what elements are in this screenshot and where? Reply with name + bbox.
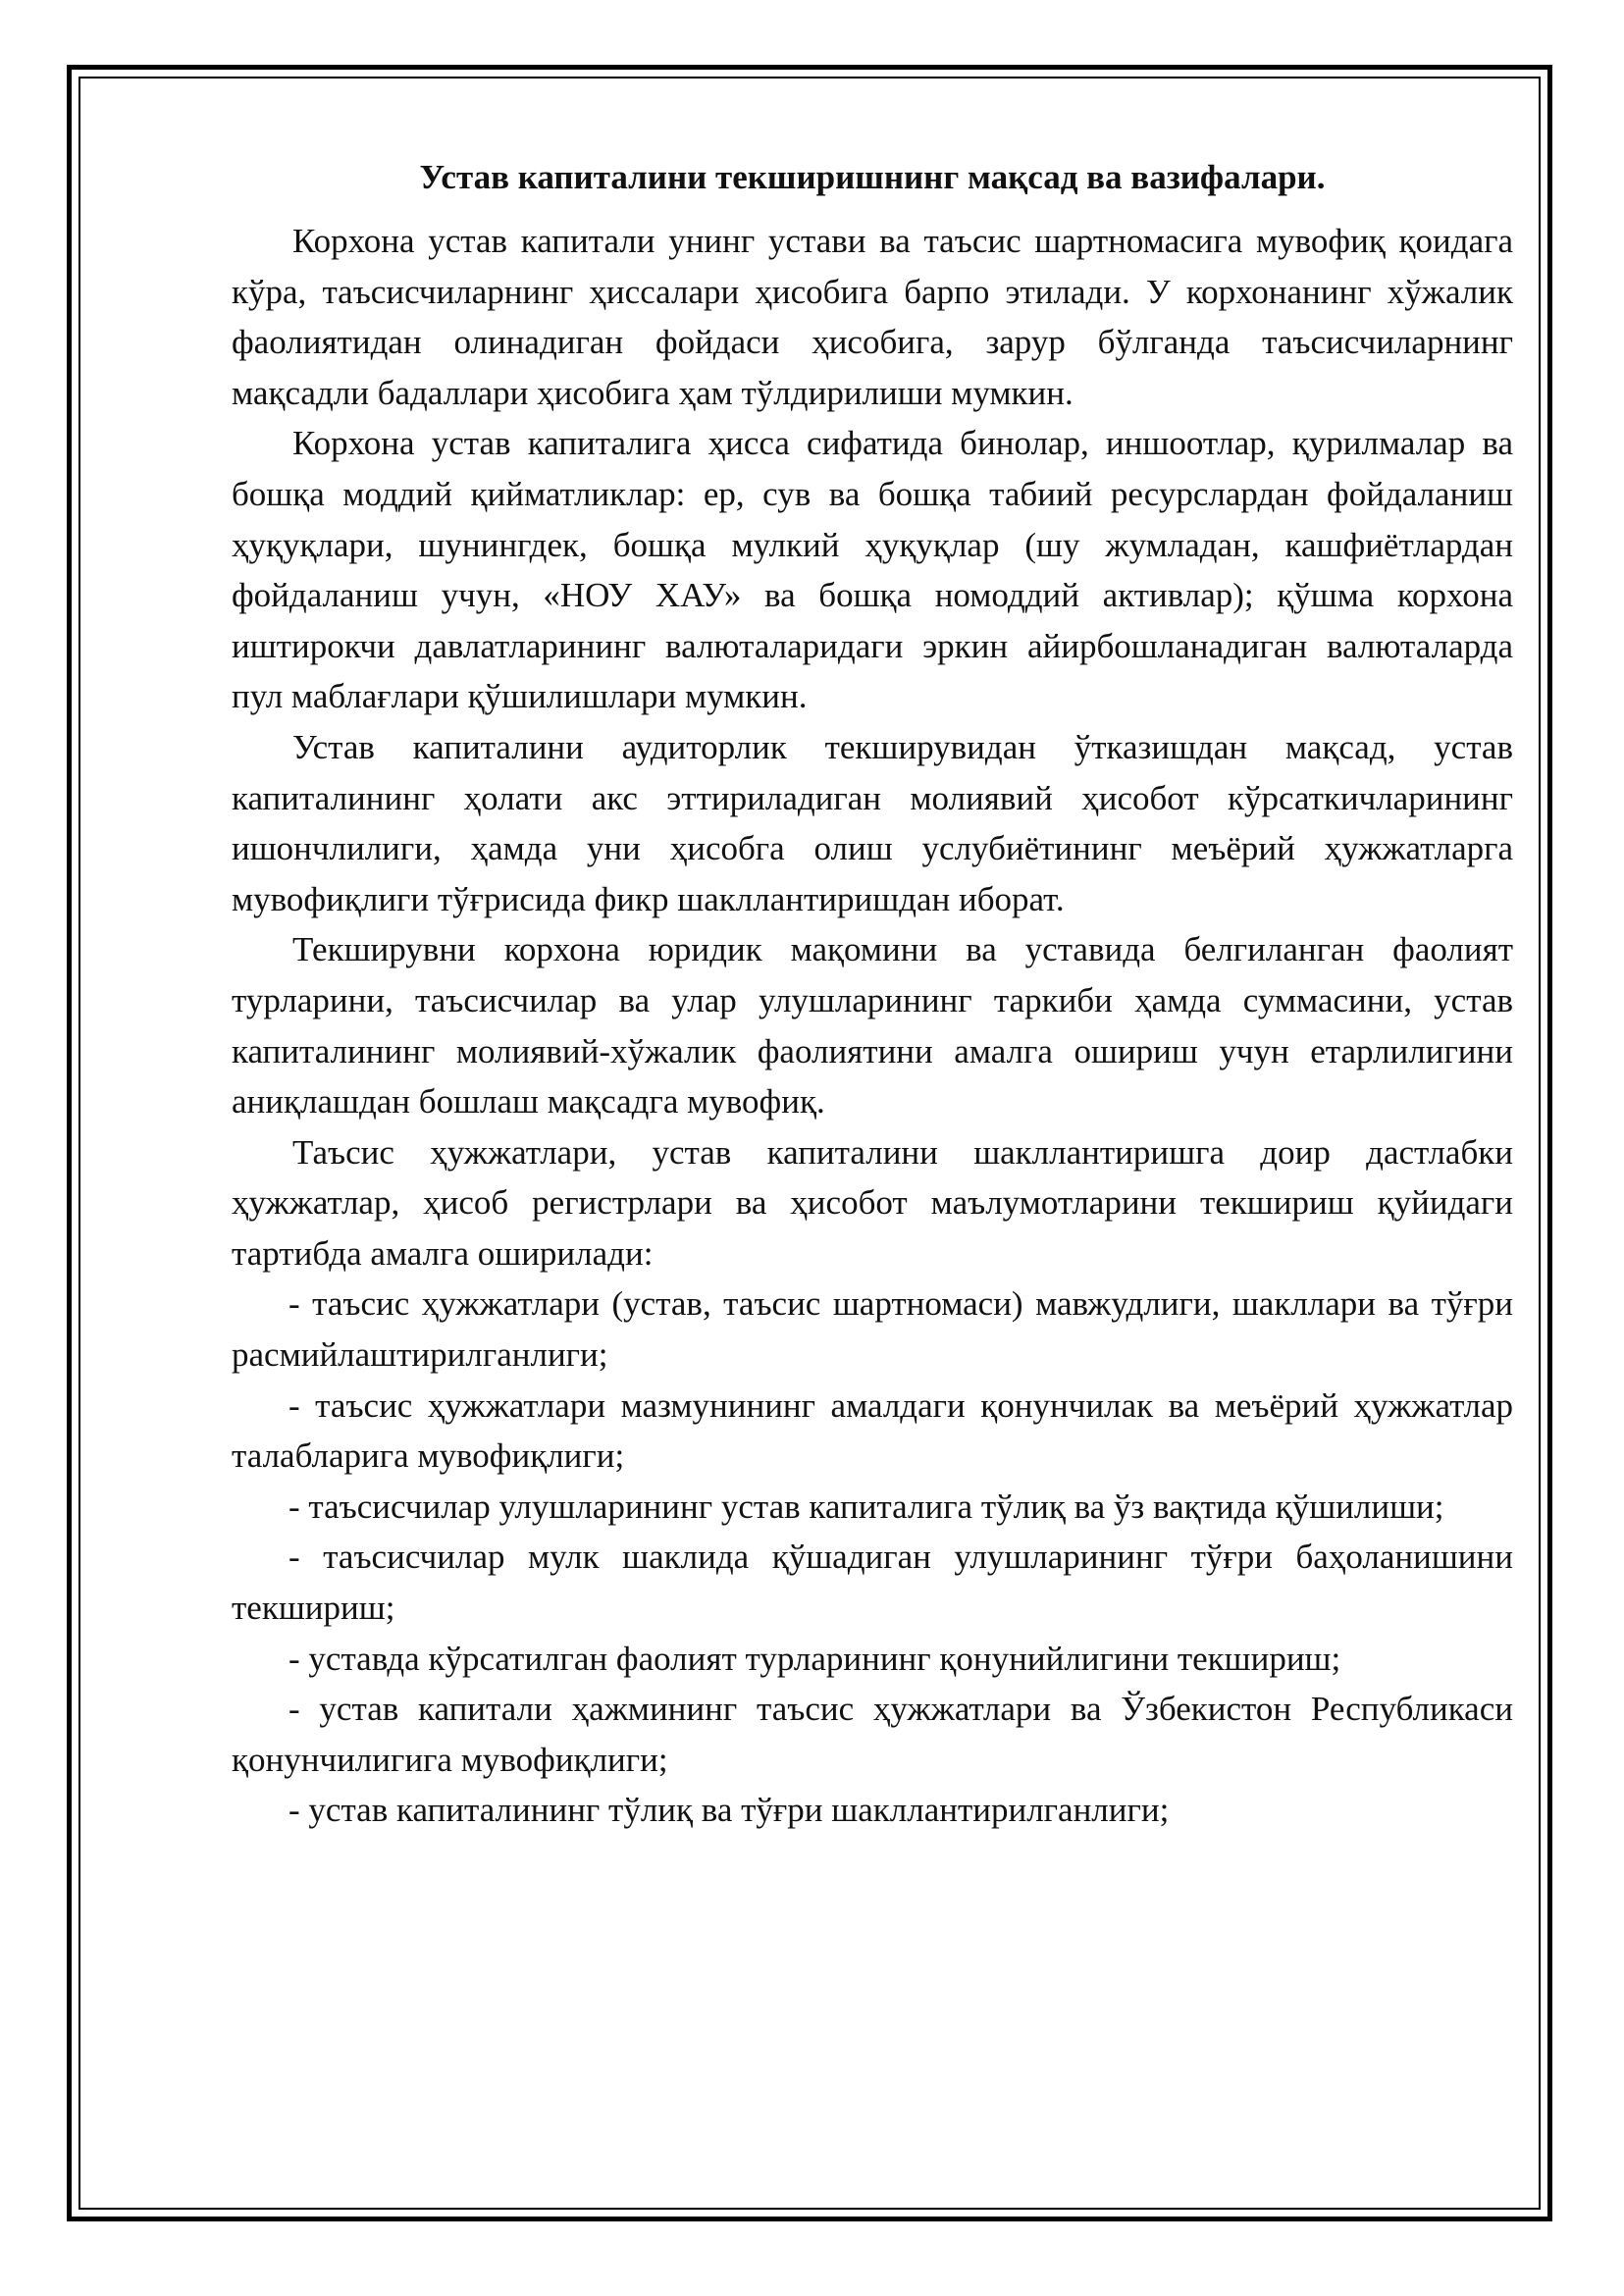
list-item: - таъсисчилар улушларининг устав капиталига тўлиқ ва ўз вақтида қўшилиши; — [288, 1487, 1444, 1526]
list-item: - устав капитали ҳажмининг таъсис ҳужжатлари ва Ўзбекистон Республикаси қонунчилигига мувофиқлиги; — [232, 1690, 1513, 1779]
paragraph-contribution-types: Корхона устав капиталига ҳисса сифатида бинолар, иншоотлар, қурилмалар ва бошқа моддий қийматликлар: ер, сув ва бошқа табиий ресурслардан фойдаланиш ҳуқуқлари, шунингдек, бошқа мулкий ҳуқуқлар (шу жумладан, кашфиётлардан фойдаланиш учун, «НОУ ХАУ» ва бошқа номоддий активлар); қўшма корхона иштирокчи давлатларининг валюталаридаги эркин айирбошланадиган валюталарда пул маблағлари қўшилишлари мумкин. — [232, 424, 1513, 716]
list-item: - таъсис ҳужжатлари мазмунининг амалдаги қонунчилак ва меъёрий ҳужжатлар талабларига мувофиқлиги; — [232, 1385, 1513, 1476]
list-item: - таъсисчилар мулк шаклида қўшадиган улушларининг тўғри баҳоланишини текшириш; — [232, 1538, 1513, 1628]
document-body — [232, 152, 1513, 1836]
paragraph-audit-purpose: Устав капиталини аудиторлик текширувидан ўтказишдан мақсад, устав капиталининг ҳолати акс эттириладиган молиявий ҳисобот кўрсаткичларининг ишончлилиги, ҳамда уни ҳисобга олиш услубиётининг меъёрий ҳужжатларга мувофиқлиги тўғрисида фикр шакллантиришдан иборат. — [232, 727, 1513, 918]
document-title: Устав капиталини текширишнинг мақсад ва вазифалари. — [419, 158, 1326, 196]
paragraph-audit-start: Текширувни корхона юридик мақомини ва уставида белгиланган фаолият турларини, таъсисчилар ва улар улушларининг таркиби ҳамда суммасини, устав капиталининг молиявий-хўжалик фаолиятини амалга ошириш учун етарлилигини аниқлашдан бошлаш мақсадга мувофиқ. — [232, 930, 1513, 1122]
list-item: - уставда кўрсатилган фаолият турларининг қонунийлигини текшириш; — [288, 1639, 1341, 1678]
list-item: - устав капиталининг тўлиқ ва тўғри шакллантирилганлиги; — [288, 1791, 1170, 1830]
paragraph-charter-capital-formation: Корхона устав капитали унинг устави ва таъсис шартномасига мувофиқ қоидага кўра, таъсисчиларнинг ҳиссалари ҳисобига барпо этилади. У корхонанинг хўжалик фаолиятидан олинадиган фойдаси ҳисобига, зарур бўлганда таъсисчиларнинг мақсадли бадаллари ҳисобига ҳам тўлдирилиши мумкин. — [232, 222, 1513, 412]
paragraph-audit-procedure: Таъсис ҳужжатлари, устав капиталини шакллантиришга доир дастлабки ҳужжатлар, ҳисоб регистрлари ва ҳисобот маълумотларини текшириш қуйидаги тартибда амалга оширилади: — [232, 1132, 1513, 1273]
list-item: - таъсис ҳужжатлари (устав, таъсис шартномаси) мавжудлиги, шакллари ва тўғри расмийлаштирилганлиги; — [232, 1284, 1513, 1375]
